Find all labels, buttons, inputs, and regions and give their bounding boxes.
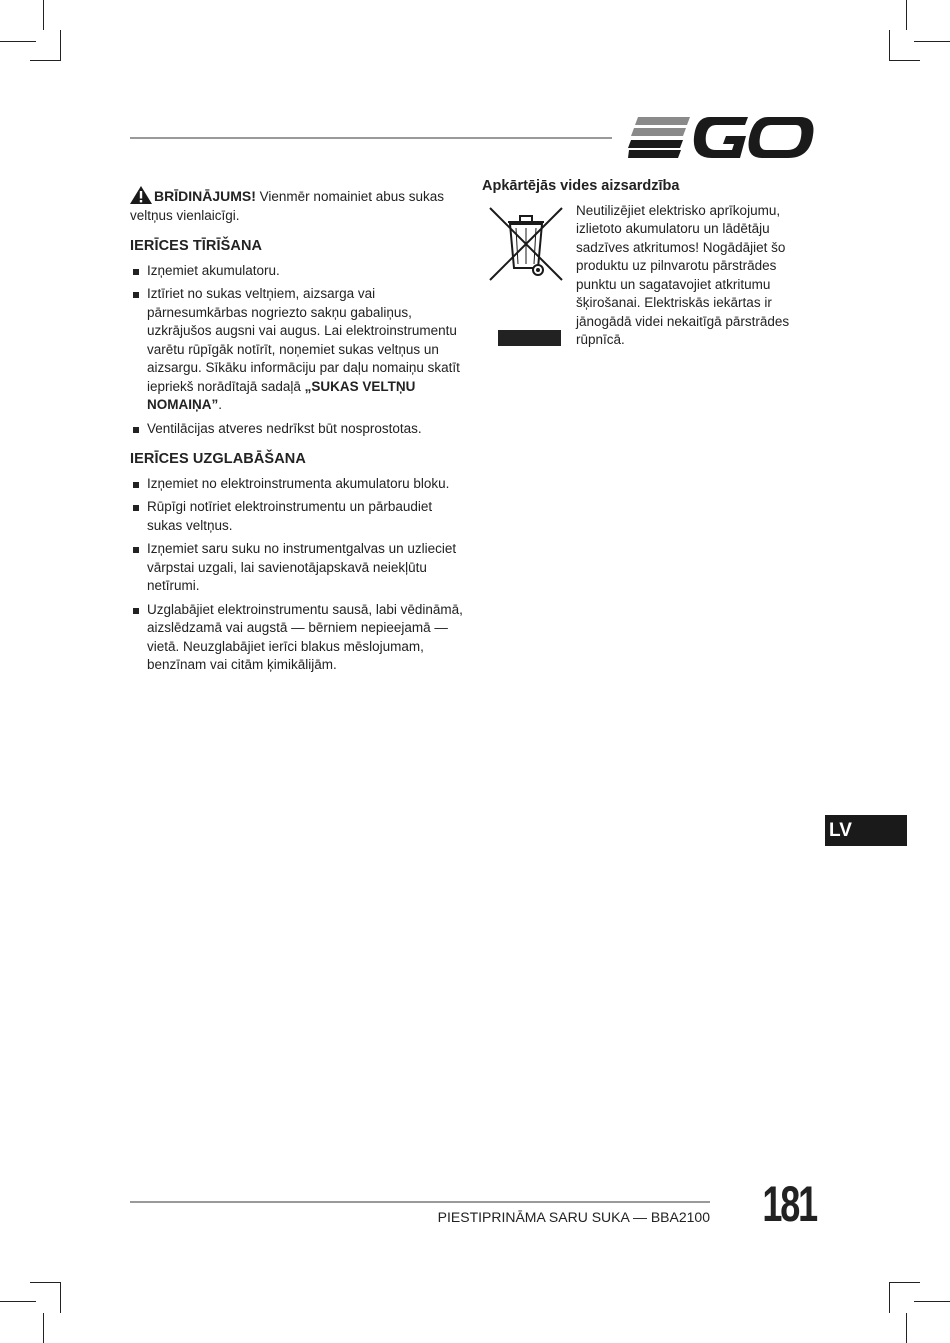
list-item: Izņemiet akumulatoru. [130,262,465,281]
warning-triangle-icon [130,186,152,204]
language-tab: LV [825,815,907,846]
environment-text: Neutilizējiet elektrisko aprīkojumu, izlietoto akumulatoru un lādētāju sadzīves atkritumos! Nogādājiet šo produktu uz pilnvarotu pārstrādes punktu un sagatavojiet atkritumu šķirošanai. Elektriskās iekārtas ir jānogādā videi nekaitīgā pārstrādes rūpnīcā. [576,202,790,347]
list-item: Rūpīgi notīriet elektroinstrumentu un pārbaudiet sukas veltņus. [130,498,465,535]
cleaning-heading: IERĪCES TĪRĪŠANA [130,238,263,254]
right-column [482,177,817,350]
footer-rule [130,1201,710,1203]
crop-mark [914,1301,950,1302]
crop-mark [889,30,890,61]
page-number: 181 [762,1176,816,1232]
crop-mark [60,30,61,61]
footer-product-name: PIESTIPRINĀMA SARU SUKA — BBA2100 [437,1209,710,1225]
list-item: Ventilācijas atveres nedrīkst būt nosprostotas. [130,420,465,439]
environment-heading: Apkārtējās vides aizsardzība [482,178,680,194]
crop-mark [30,60,61,61]
warning-title: BRĪDINĀJUMS! [154,188,256,204]
crop-mark [60,1282,61,1313]
crop-mark [889,1282,890,1313]
section-reference: „SUKAS VELTŅU NOMAIŅA” [147,378,416,412]
ego-logo [628,117,814,159]
environment-section [482,202,817,350]
crossed-out-wheelie-bin-icon [488,206,564,282]
crop-mark [889,1282,920,1283]
crop-mark [30,1282,61,1283]
header-rule [130,137,612,139]
left-column [130,186,465,687]
crop-mark [43,0,44,30]
warning-text: Vienmēr nomainiet abus sukas veltņus vienlaicīgi. [130,189,445,223]
crop-mark [889,60,920,61]
crop-mark [914,41,950,42]
storage-list [130,475,465,675]
crop-mark [906,1313,907,1343]
crop-mark [43,1313,44,1343]
storage-heading: IERĪCES UZGLABĀŠANA [130,451,306,467]
list-item: Uzglabājiet elektroinstrumentu sausā, labi vēdināmā, aizslēdzamā vai augstā — bērniem nepieejamā — vietā. Neuzglabājiet ierīci blakus mēslojumam, benzīnam vai citām ķimikālijām. [130,601,465,675]
bin-underline-bar [498,330,561,346]
list-item: Izņemiet no elektroinstrumenta akumulatoru bloku. [130,475,465,494]
list-item: Iztīriet no sukas veltņiem, aizsarga vai pārnesumkārbas nogriezto sakņu gabaliņus, uzkrājušos augsni vai augus. Lai elektroinstrumentu varētu rūpīgāk notīrīt, noņemiet sukas veltņus un aizsargu. Sīkāku informāciju par daļu nomaiņu skatīt iepriekš norādītajā sadaļā „SUKAS VELTŅU NOMAIŅA”. [130,285,465,415]
crop-mark [0,1301,36,1302]
warning-notice [130,186,465,225]
crop-mark [0,41,36,42]
crop-mark [906,0,907,30]
cleaning-list [130,262,465,439]
list-item: Izņemiet saru suku no instrumentgalvas un uzlieciet vārpstai uzgali, lai savienotājapskavā neiekļūtu netīrumi. [130,540,465,596]
